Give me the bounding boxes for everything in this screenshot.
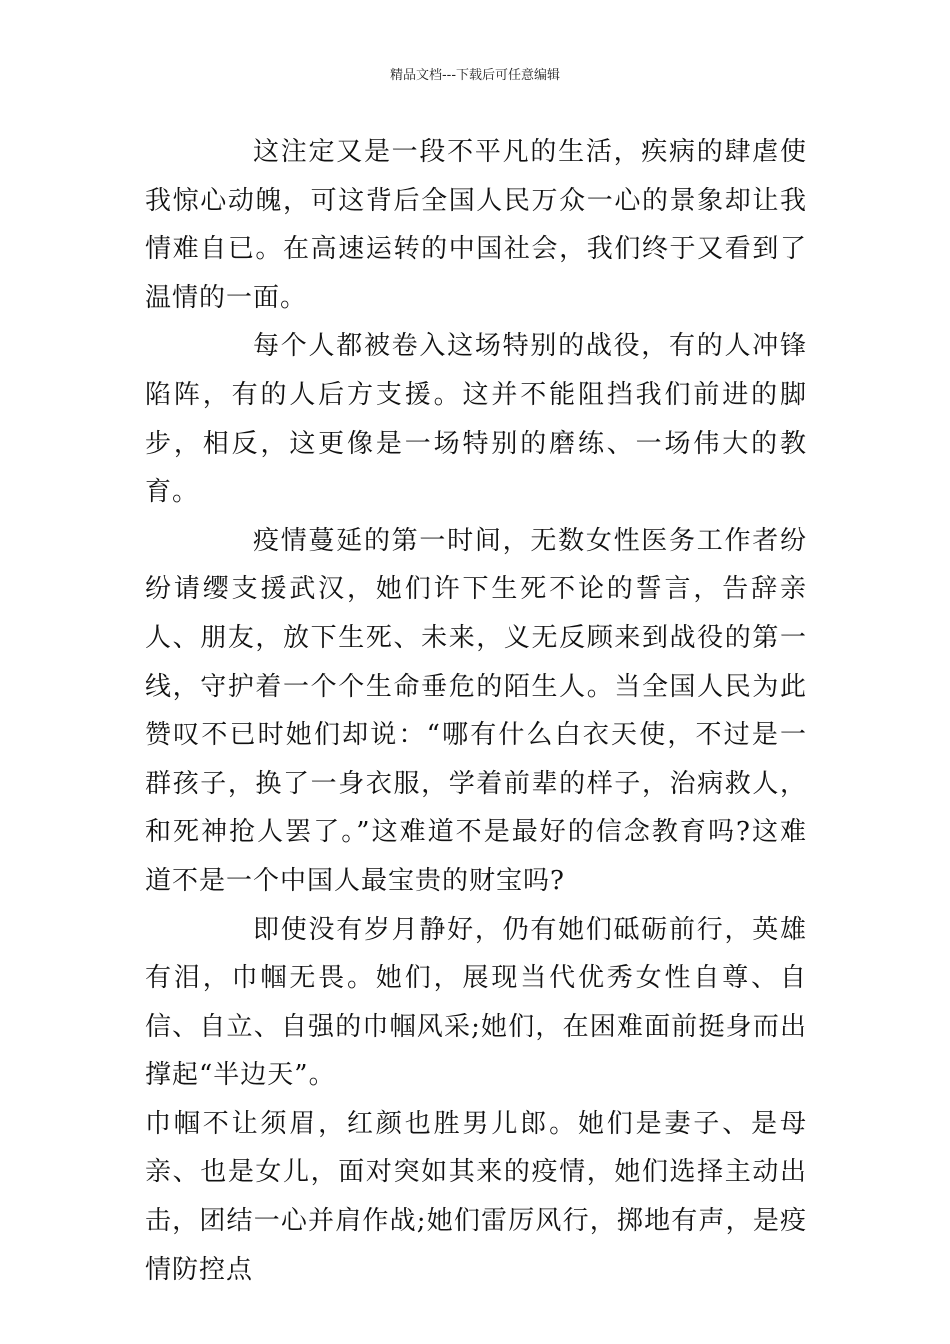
document-body (145, 128, 807, 1294)
paragraph-1: 这注定又是一段不平凡的生活，疾病的肆虐使我惊心动魄，可这背后全国人民万众一心的景象却让我情难自已。在高速运转的中国社会，我们终于又看到了温情的一面。 (145, 137, 807, 313)
paragraph-5: 巾帼不让须眉，红颜也胜男儿郎。她们是妻子、是母亲、也是女儿，面对突如其来的疫情，她们选择主动出击，团结一心并肩作战;她们雷厉风行，掷地有声，是疫情防控点 (145, 1108, 807, 1285)
page-header: 精品文档---下载后可任意编辑 (389, 68, 561, 83)
paragraph-2: 每个人都被卷入这场特别的战役，有的人冲锋陷阵，有的人后方支援。这并不能阻挡我们前进的脚步，相反，这更像是一场特别的磨练、一场伟大的教育。 (145, 331, 807, 508)
paragraph-3: 疫情蔓延的第一时间，无数女性医务工作者纷纷请缨支援武汉，她们许下生死不论的誓言，告辞亲人、朋友，放下生死、未来，义无反顾来到战役的第一线，守护着一个个生命垂危的陌生人。当全国人民为此赞叹不已时她们却说：“哪有什么白衣天使，不过是一群孩子，换了一身衣服，学着前辈的样子，治病救人，和死神抢人罢了。”这难道不是最好的信念教育吗?这难道不是一个中国人最宝贵的财宝吗? (145, 525, 807, 896)
paragraph-4: 即使没有岁月静好，仍有她们砥砺前行，英雄有泪，巾帼无畏。她们，展现当代优秀女性自尊、自信、自立、自强的巾帼风采;她们，在困难面前挺身而出撑起“半边天”。 (145, 914, 807, 1091)
